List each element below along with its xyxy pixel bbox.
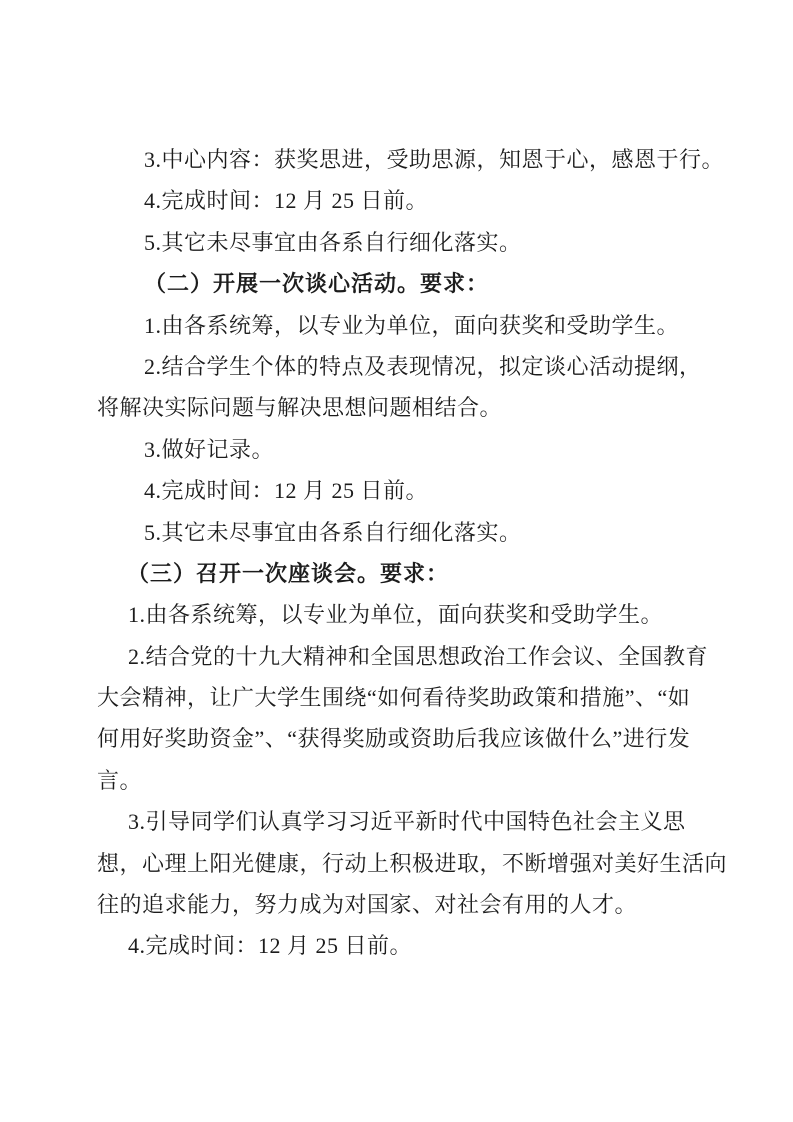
text-line: 5.其它未尽事宜由各系自行细化落实。 (144, 519, 522, 545)
text-line: 4.完成时间：12 月 25 日前。 (144, 188, 429, 214)
text-line: 3.做好记录。 (144, 436, 275, 462)
text-line: 2.结合党的十九大精神和全国思想政治工作会议、全国教育 (128, 643, 709, 669)
text-line: 言。 (97, 767, 143, 793)
text-line: 想，心理上阳光健康，行动上积极进取，不断增强对美好生活向 (97, 850, 728, 876)
text-line: 3.引导同学们认真学习习近平新时代中国特色社会主义思 (128, 809, 686, 835)
text-line: 1.由各系统筹，以专业为单位，面向获奖和受助学生。 (144, 312, 680, 338)
text-line: 何用好奖助资金”、“获得奖励或资助后我应该做什么”进行发 (97, 726, 691, 752)
section-heading: （二）开展一次谈心活动。要求： (144, 271, 490, 297)
text-line: 2.结合学生个体的特点及表现情况，拟定谈心活动提纲， (144, 353, 702, 379)
text-line: 4.完成时间：12 月 25 日前。 (128, 933, 413, 959)
text-line: 4.完成时间：12 月 25 日前。 (144, 478, 429, 504)
text-line: 往的追求能力，努力成为对国家、对社会有用的人才。 (97, 892, 638, 918)
document-body (97, 139, 728, 967)
section-heading: （三）召开一次座谈会。要求： (127, 560, 450, 586)
text-line: 5.其它未尽事宜由各系自行细化落实。 (144, 229, 522, 255)
text-line: 将解决实际问题与解决思想问题相结合。 (97, 395, 503, 421)
text-line: 大会精神，让广大学生围绕“如何看待奖助政策和措施”、“如 (97, 685, 691, 711)
text-line: 1.由各系统筹，以专业为单位，面向获奖和受助学生。 (128, 602, 664, 628)
text-line: 3.中心内容：获奖思进，受助思源，知恩于心，感恩于行。 (144, 147, 725, 172)
